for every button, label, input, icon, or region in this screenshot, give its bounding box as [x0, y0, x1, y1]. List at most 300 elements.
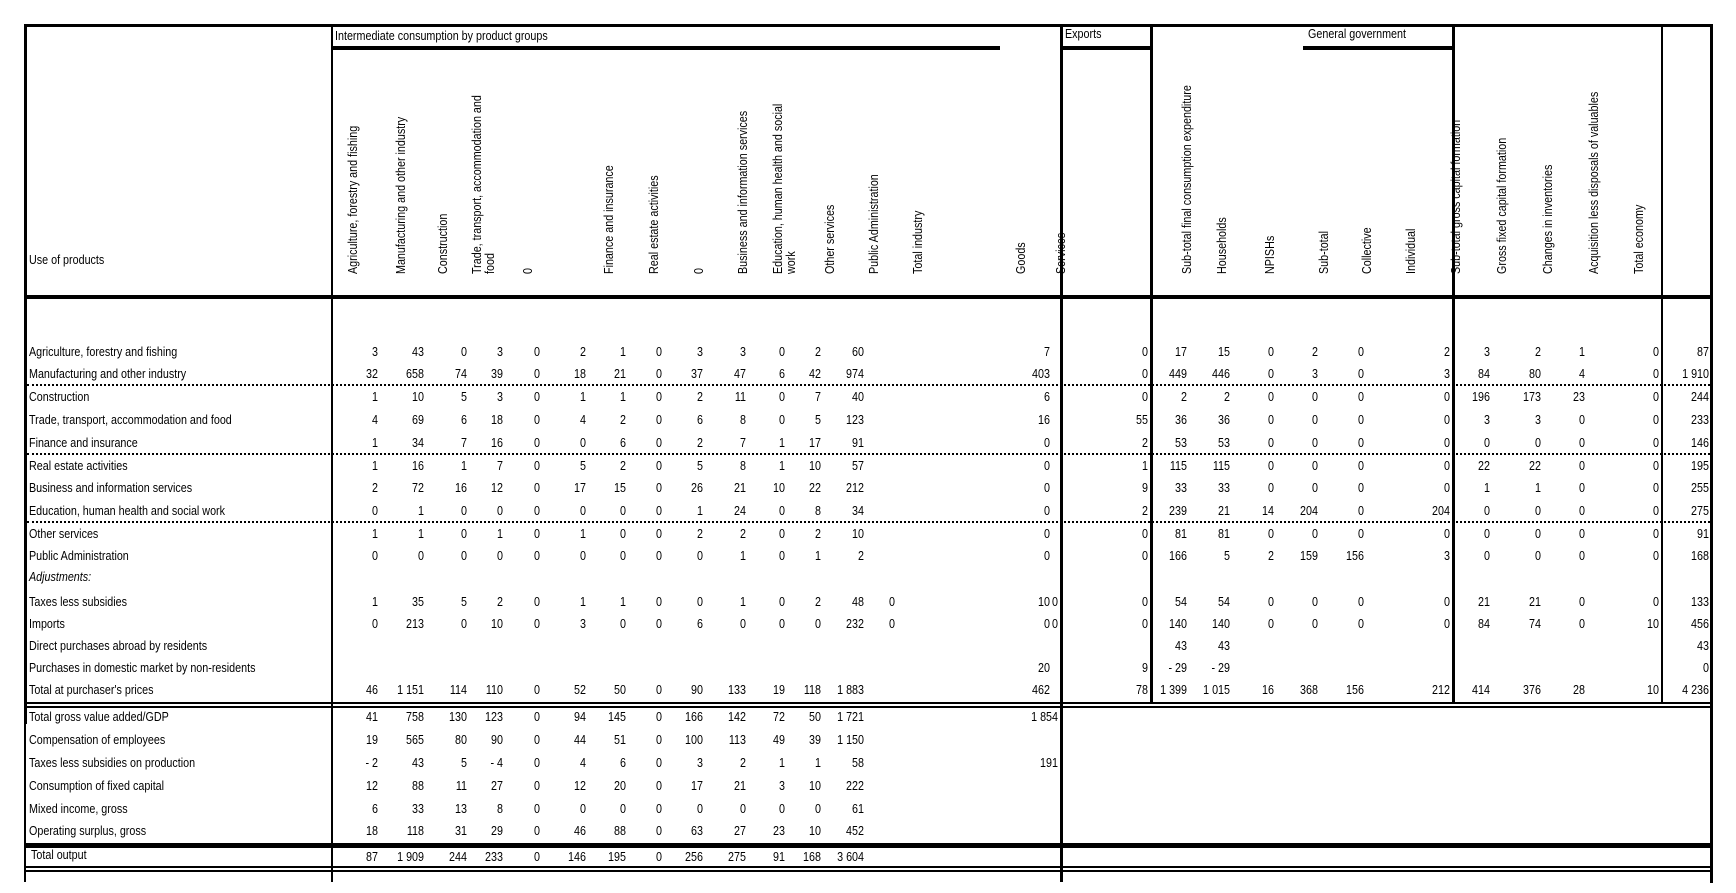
table-cell: 0	[656, 850, 662, 864]
table-cell: 23	[773, 824, 785, 838]
table-cell: 46	[366, 683, 378, 697]
table-cell: 0	[534, 345, 540, 359]
table-cell: 0	[461, 504, 467, 518]
table-cell: 0	[1484, 527, 1490, 541]
table-cell: 0	[1044, 504, 1050, 518]
table-cell: 33	[1218, 481, 1230, 495]
table-cell: 1 721	[837, 710, 864, 724]
table-cell: 0	[1044, 527, 1050, 541]
table-cell: 1	[697, 504, 703, 518]
table-cell: 0	[1268, 436, 1274, 450]
table-cell: 4	[372, 413, 378, 427]
table-cell: 2	[858, 549, 864, 563]
table-cell: 4 236	[1682, 683, 1709, 697]
table-cell: 10	[809, 824, 821, 838]
table-cell: 0	[697, 595, 703, 609]
col-header-gov-subtotal: Sub-total	[1317, 230, 1331, 274]
table-cell: 0	[1268, 527, 1274, 541]
table-cell: 34	[852, 504, 864, 518]
row-label: Adjustments:	[29, 570, 92, 584]
table-cell: 14	[1262, 504, 1274, 518]
table-cell: 9	[1142, 661, 1148, 675]
table-cell: 0	[1579, 436, 1585, 450]
table-cell: 22	[1529, 459, 1541, 473]
table-cell: 2	[1142, 504, 1148, 518]
table-cell: 2	[1224, 390, 1230, 404]
table-cell: 0	[656, 756, 662, 770]
table-cell: 1	[580, 390, 586, 404]
table-cell: 1	[418, 527, 424, 541]
table-cell: 0	[1142, 595, 1148, 609]
table-cell: 255	[1691, 481, 1709, 495]
table-cell: 156	[1346, 549, 1364, 563]
table-cell: 0	[461, 617, 467, 631]
table-cell: 10	[852, 527, 864, 541]
table-cell: 0	[1358, 390, 1364, 404]
table-cell: 0	[656, 345, 662, 359]
table-cell: 42	[809, 367, 821, 381]
table-cell: 80	[455, 733, 467, 747]
table-cell: 233	[485, 850, 503, 864]
table-cell: 2	[580, 345, 586, 359]
exports-group-rule	[1062, 46, 1152, 50]
row-label: Public Administration	[29, 549, 129, 563]
table-cell: 15	[1218, 345, 1230, 359]
table-cell: 5	[815, 413, 821, 427]
total-output-rule	[24, 843, 1713, 848]
table-cell: 31	[455, 824, 467, 838]
table-cell: 1	[740, 595, 746, 609]
table-cell: 376	[1523, 683, 1541, 697]
table-cell: 0	[697, 802, 703, 816]
table-cell: 36	[1175, 413, 1187, 427]
table-cell: 2	[740, 756, 746, 770]
table-cell: 110	[485, 683, 503, 697]
table-cell: 7	[497, 459, 503, 473]
table-cell: 452	[846, 824, 864, 838]
table-cell: 1 015	[1203, 683, 1230, 697]
col-header-realestate: Real estate activities	[647, 175, 661, 274]
col-header-agri: Agriculture, forestry and fishing	[346, 125, 360, 274]
table-cell: 49	[773, 733, 785, 747]
table-cell: 5	[461, 756, 467, 770]
table-cell: 0	[656, 733, 662, 747]
table-cell: 2	[697, 436, 703, 450]
table-cell: 41	[366, 710, 378, 724]
col-header-manuf: Manufacturing and other industry	[394, 116, 408, 275]
table-cell: 0	[815, 802, 821, 816]
row-label: Operating surplus, gross	[29, 824, 147, 838]
table-cell: 0	[1312, 413, 1318, 427]
row-label: Consumption of fixed capital	[29, 779, 165, 793]
table-cell: 0	[620, 549, 626, 563]
row-label: Total at purchaser's prices	[29, 683, 154, 697]
table-cell: 10	[1038, 595, 1050, 609]
col-header-trade-2: food	[483, 253, 497, 274]
table-cell: 48	[852, 595, 864, 609]
row-label: Direct purchases abroad by residents	[29, 639, 208, 653]
table-cell: 0	[1268, 413, 1274, 427]
row-label: Real estate activities	[29, 459, 128, 473]
table-cell: 0	[1444, 527, 1450, 541]
table-cell: 3	[580, 617, 586, 631]
table-cell: 47	[734, 367, 746, 381]
table-cell: 0	[1444, 481, 1450, 495]
table-cell: 4	[580, 756, 586, 770]
table-cell: 0	[1312, 527, 1318, 541]
table-cell: 21	[734, 481, 746, 495]
table-cell: 2	[740, 527, 746, 541]
table-cell: 0	[1484, 504, 1490, 518]
table-cell: 2	[815, 595, 821, 609]
col-header-inventories: Changes in inventories	[1541, 164, 1555, 274]
table-cell: 0	[461, 345, 467, 359]
col-header-finance: Finance and insurance	[602, 165, 616, 274]
intermediate-group-label: Intermediate consumption by product groups	[335, 29, 548, 43]
table-cell: 0	[1312, 481, 1318, 495]
table-cell: 1 883	[837, 683, 864, 697]
col-header-educ: Education, human health and social	[771, 103, 785, 274]
table-cell: 0	[1653, 527, 1659, 541]
table-cell: 118	[406, 824, 424, 838]
table-cell: 1	[620, 345, 626, 359]
table-cell: 43	[1697, 639, 1709, 653]
table-cell: 0	[656, 481, 662, 495]
table-cell: 0	[1579, 459, 1585, 473]
table-cell: 8	[497, 802, 503, 816]
table-cell: 84	[1478, 617, 1490, 631]
table-cell: 0	[534, 504, 540, 518]
table-cell: 4	[580, 413, 586, 427]
table-cell: 53	[1218, 436, 1230, 450]
table-cell: 0	[656, 436, 662, 450]
table-cell: 0	[1052, 617, 1058, 631]
table-cell: 2	[372, 481, 378, 495]
col-header-npish: NPISHs	[1263, 235, 1277, 274]
table-cell: 12	[491, 481, 503, 495]
table-cell: 166	[685, 710, 703, 724]
table-cell: 0	[656, 504, 662, 518]
table-cell: 2	[697, 390, 703, 404]
table-cell: 10	[412, 390, 424, 404]
table-cell: 0	[418, 549, 424, 563]
table-cell: 0	[620, 617, 626, 631]
table-cell: 37	[691, 367, 703, 381]
table-cell: 0	[534, 824, 540, 838]
table-cell: 115	[1212, 459, 1230, 473]
table-cell: 0	[461, 549, 467, 563]
table-cell: 0	[1044, 481, 1050, 495]
table-cell: 0	[1444, 617, 1450, 631]
table-cell: 168	[1691, 549, 1709, 563]
table-cell: 0	[1444, 413, 1450, 427]
table-cell: 0	[656, 549, 662, 563]
table-cell: 0	[580, 549, 586, 563]
table-cell: 213	[406, 617, 424, 631]
table-cell: 142	[728, 710, 746, 724]
table-cell: 204	[1300, 504, 1318, 518]
table-cell: 133	[1691, 595, 1709, 609]
table-cell: 46	[574, 824, 586, 838]
table-cell: 0	[1312, 459, 1318, 473]
table-cell: 449	[1169, 367, 1187, 381]
table-cell: 0	[1535, 504, 1541, 518]
row-label: Mixed income, gross	[29, 802, 128, 816]
col-header-constr: Construction	[436, 213, 450, 274]
table-cell: 17	[574, 481, 586, 495]
table-cell: 0	[1579, 413, 1585, 427]
gov-group-label: General government	[1308, 27, 1406, 41]
table-cell: 0	[1444, 390, 1450, 404]
table-cell: 0	[779, 549, 785, 563]
table-cell: 12	[366, 779, 378, 793]
table-cell: 212	[846, 481, 864, 495]
table-cell: 0	[1444, 595, 1450, 609]
table-cell: 133	[728, 683, 746, 697]
table-cell: 1	[372, 527, 378, 541]
table-cell: 17	[1175, 345, 1187, 359]
table-cell: 8	[740, 413, 746, 427]
table-cell: 0	[1052, 595, 1058, 609]
table-cell: 0	[779, 617, 785, 631]
table-cell: 0	[1444, 436, 1450, 450]
table-cell: 11	[734, 390, 746, 404]
table-cell: 1	[815, 756, 821, 770]
row-label: Purchases in domestic market by non-residents	[29, 661, 256, 675]
table-cell: 403	[1032, 367, 1050, 381]
table-cell: 244	[1691, 390, 1709, 404]
table-cell: 5	[580, 459, 586, 473]
table-cell: 27	[491, 779, 503, 793]
table-cell: 0	[779, 527, 785, 541]
table-cell: 173	[1523, 390, 1541, 404]
table-cell: 0	[656, 710, 662, 724]
table-cell: 12	[574, 779, 586, 793]
table-cell: 18	[366, 824, 378, 838]
table-cell: 16	[1262, 683, 1274, 697]
row-label: Total gross value added/GDP	[29, 710, 169, 724]
table-cell: 1	[418, 504, 424, 518]
table-cell: 0	[1312, 436, 1318, 450]
table-cell: 3	[1535, 413, 1541, 427]
table-cell: 2	[1268, 549, 1274, 563]
table-cell: 74	[1529, 617, 1541, 631]
table-cell: 44	[574, 733, 586, 747]
table-cell: 11	[455, 779, 467, 793]
table-cell: 43	[412, 756, 424, 770]
table-cell: 0	[1358, 436, 1364, 450]
table-cell: 0	[1312, 617, 1318, 631]
table-cell: 0	[779, 390, 785, 404]
table-cell: 16	[455, 481, 467, 495]
table-cell: 204	[1432, 504, 1450, 518]
table-cell: 36	[1218, 413, 1230, 427]
table-cell: 2	[1444, 345, 1450, 359]
table-cell: 275	[728, 850, 746, 864]
table-cell: 54	[1218, 595, 1230, 609]
table-cell: 29	[491, 824, 503, 838]
table-cell: 1	[372, 459, 378, 473]
table-cell: 146	[568, 850, 586, 864]
table-cell: 0	[815, 617, 821, 631]
row-label: Finance and insurance	[29, 436, 138, 450]
table-cell: 0	[1653, 367, 1659, 381]
table-cell: 123	[485, 710, 503, 724]
row-label: Compensation of employees	[29, 733, 166, 747]
table-cell: 0	[1044, 459, 1050, 473]
totals-double-rule-a	[24, 702, 1713, 704]
table-cell: 159	[1300, 549, 1318, 563]
table-cell: 0	[656, 390, 662, 404]
table-cell: 10	[1647, 683, 1659, 697]
table-cell: 0	[1142, 345, 1148, 359]
table-cell: 39	[809, 733, 821, 747]
table-cell: 35	[412, 595, 424, 609]
table-cell: 8	[815, 504, 821, 518]
row-separator	[27, 453, 1710, 455]
table-cell: 0	[1358, 481, 1364, 495]
table-cell: 0	[534, 527, 540, 541]
gov-group-rule	[1303, 46, 1453, 50]
table-cell: 21	[734, 779, 746, 793]
table-cell: 7	[740, 436, 746, 450]
table-cell: 140	[1212, 617, 1230, 631]
exports-group-label: Exports	[1065, 27, 1102, 41]
table-cell: 1	[1535, 481, 1541, 495]
table-cell: 0	[372, 617, 378, 631]
col-header-publicadmin: Public Administration	[867, 174, 881, 274]
table-cell: 0	[1579, 504, 1585, 518]
table-cell: 0	[580, 802, 586, 816]
table-cell: 0	[1358, 504, 1364, 518]
table-cell: 0	[534, 390, 540, 404]
table-cell: 1	[815, 549, 821, 563]
table-cell: 195	[608, 850, 626, 864]
table-cell: 0	[534, 595, 540, 609]
col-header-gfcf: Gross fixed capital formation	[1495, 137, 1509, 274]
table-cell: 7	[461, 436, 467, 450]
table-cell: 63	[691, 824, 703, 838]
table-cell: 3	[1312, 367, 1318, 381]
table-cell: 0	[1142, 617, 1148, 631]
table-cell: 6	[461, 413, 467, 427]
table-cell: 2	[1535, 345, 1541, 359]
table-cell: 196	[1472, 390, 1490, 404]
table-cell: 0	[656, 683, 662, 697]
table-cell: 28	[1573, 683, 1585, 697]
table-cell: 1	[461, 459, 467, 473]
table-cell: 18	[491, 413, 503, 427]
table-cell: 8	[740, 459, 746, 473]
table-cell: 20	[1038, 661, 1050, 675]
col-header-totalind: Total industry	[911, 210, 925, 274]
table-cell: 16	[1038, 413, 1050, 427]
table-cell: 0	[1653, 390, 1659, 404]
table-cell: 15	[614, 481, 626, 495]
table-cell: 80	[1529, 367, 1541, 381]
table-cell: 3 604	[837, 850, 864, 864]
table-cell: 22	[1478, 459, 1490, 473]
table-cell: 2	[815, 345, 821, 359]
table-cell: 2	[815, 527, 821, 541]
table-cell: 91	[773, 850, 785, 864]
col-header-gcf-subtotal: Sub-total gross capital formation	[1449, 119, 1463, 274]
table-cell: 100	[685, 733, 703, 747]
table-cell: 87	[1697, 345, 1709, 359]
table-cell: 0	[1653, 595, 1659, 609]
table-cell: 19	[773, 683, 785, 697]
table-cell: 0	[697, 549, 703, 563]
table-cell: 0	[1579, 527, 1585, 541]
table-cell: - 29	[1168, 661, 1187, 675]
row-label: Education, human health and social work	[29, 504, 226, 518]
table-cell: 0	[1653, 459, 1659, 473]
table-cell: 146	[1691, 436, 1709, 450]
table-cell: 6	[372, 802, 378, 816]
table-cell: 6	[620, 436, 626, 450]
table-cell: 462	[1032, 683, 1050, 697]
table-cell: 10	[809, 459, 821, 473]
table-cell: 0	[1653, 549, 1659, 563]
table-cell: 2	[497, 595, 503, 609]
table-cell: 18	[574, 367, 586, 381]
table-cell: 0	[1268, 617, 1274, 631]
table-cell: 1	[620, 390, 626, 404]
table-cell: 5	[1224, 549, 1230, 563]
table-cell: 256	[685, 850, 703, 864]
row-label: Trade, transport, accommodation and food	[29, 413, 232, 427]
table-cell: 0	[779, 595, 785, 609]
table-cell: 3	[372, 345, 378, 359]
table-cell: 195	[1691, 459, 1709, 473]
table-cell: 123	[846, 413, 864, 427]
table-cell: 0	[656, 459, 662, 473]
table-cell: 0	[1484, 436, 1490, 450]
table-cell: 90	[491, 733, 503, 747]
table-cell: 0	[372, 549, 378, 563]
table-cell: 0	[534, 756, 540, 770]
row-label: Taxes less subsidies	[29, 595, 127, 609]
left-border-lower	[24, 704, 26, 882]
table-cell: 1	[372, 390, 378, 404]
table-cell: 3	[497, 345, 503, 359]
table-cell: 55	[1136, 413, 1148, 427]
row-label: Taxes less subsidies on production	[29, 756, 196, 770]
table-cell: 60	[852, 345, 864, 359]
table-cell: 6	[697, 413, 703, 427]
table-cell: 3	[1484, 413, 1490, 427]
table-cell: 1 151	[397, 683, 424, 697]
table-cell: 10	[809, 779, 821, 793]
col-header-valuables: Acquisition less disposals of valuables	[1587, 91, 1601, 274]
table-cell: 0	[1484, 549, 1490, 563]
table-cell: 0	[580, 436, 586, 450]
table-cell: 446	[1212, 367, 1230, 381]
table-cell: 1 910	[1682, 367, 1709, 381]
table-cell: 50	[809, 710, 821, 724]
table-cell: 91	[852, 436, 864, 450]
table-cell: 6	[697, 617, 703, 631]
table-cell: 20	[614, 779, 626, 793]
table-cell: 0	[1268, 459, 1274, 473]
table-cell: 1	[779, 756, 785, 770]
top-border	[24, 24, 1713, 27]
table-cell: 0	[1579, 617, 1585, 631]
table-cell: 21	[1478, 595, 1490, 609]
table-cell: 7	[1044, 345, 1050, 359]
table-cell: 39	[491, 367, 503, 381]
table-cell: - 2	[365, 756, 378, 770]
